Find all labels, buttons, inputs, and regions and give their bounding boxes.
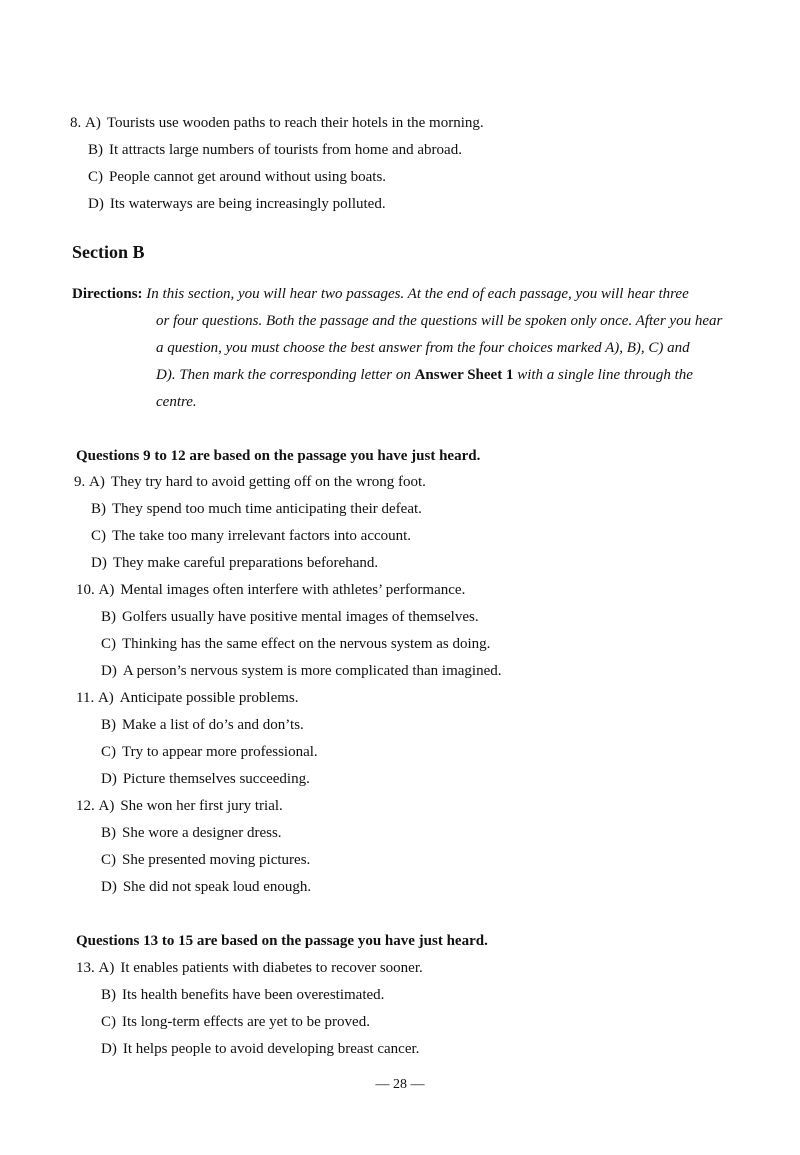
option-letter: C) [101, 744, 116, 760]
q11-option-d [101, 769, 310, 789]
q10-option-b [101, 607, 479, 627]
question-number: 13. [76, 960, 95, 976]
directions-line-4 [156, 365, 693, 385]
option-text: She wore a designer dress. [122, 825, 282, 841]
q9-option-b [91, 499, 422, 519]
option-text: Anticipate possible problems. [119, 690, 299, 706]
q13-option-b [101, 985, 384, 1005]
option-letter: D) [88, 196, 104, 212]
option-text: It enables patients with diabetes to recover sooner. [120, 960, 423, 976]
option-letter: A) [85, 115, 101, 131]
directions-text: with a single line through the [513, 367, 693, 383]
q13-option-a [76, 958, 423, 978]
page-number: — 28 — [375, 1077, 425, 1092]
option-text: Make a list of do’s and don’ts. [122, 717, 304, 733]
option-letter: A) [97, 690, 114, 706]
option-letter: C) [101, 1014, 116, 1030]
directions-line-3: a question, you must choose the best answer from the four choices marked A), B), C) and [156, 340, 690, 356]
question-number: 10. [76, 582, 95, 598]
question-number: 8. [70, 115, 82, 131]
option-text: Picture themselves succeeding. [122, 771, 310, 787]
option-text: Its health benefits have been overestimated. [122, 987, 385, 1003]
q8-option-b [88, 140, 462, 160]
option-letter: D) [91, 555, 107, 571]
q8-option-a [70, 113, 484, 133]
option-text: She presented moving pictures. [122, 852, 311, 868]
option-letter: D) [101, 1041, 117, 1057]
directions-line-2: or four questions. Both the passage and the questions will be spoken only once. After you hear [156, 313, 723, 329]
option-text: She won her first jury trial. [120, 798, 283, 814]
option-letter: C) [101, 852, 116, 868]
option-letter: A) [89, 474, 105, 490]
q10-option-c [101, 634, 490, 654]
option-text: They spend too much time anticipating their defeat. [112, 501, 422, 517]
option-text: Its waterways are being increasingly polluted. [109, 196, 386, 212]
directions-text: In this section, you will hear two passages. At the end of each passage, you will hear three [146, 286, 689, 302]
directions-line-1 [72, 284, 689, 304]
q9-option-d [91, 553, 378, 573]
option-letter: B) [101, 825, 116, 841]
option-text: Its long-term effects are yet to be proved. [122, 1014, 370, 1030]
q11-option-a [76, 688, 299, 708]
question-number: 9. [74, 474, 86, 490]
q12-option-c [101, 850, 310, 870]
option-text: They make careful preparations beforehand. [112, 555, 379, 571]
option-letter: B) [101, 609, 116, 625]
directions-line-5: centre. [156, 394, 197, 410]
option-text: Tourists use wooden paths to reach their hotels in the morning. [106, 115, 484, 131]
option-letter: B) [91, 501, 106, 517]
q12-option-b [101, 823, 282, 843]
answer-sheet-reference: Answer Sheet 1 [414, 367, 514, 383]
q11-option-b [101, 715, 304, 735]
q12-option-a [76, 796, 283, 816]
option-letter: A) [98, 798, 115, 814]
option-text: Mental images often interfere with athletes’ performance. [120, 582, 466, 598]
option-text: It attracts large numbers of tourists from home and abroad. [109, 142, 462, 158]
option-text: She did not speak loud enough. [122, 879, 312, 895]
option-text: People cannot get around without using boats. [109, 169, 387, 185]
option-letter: C) [101, 636, 116, 652]
option-letter: B) [101, 717, 116, 733]
option-letter: B) [101, 987, 116, 1003]
q8-option-c [88, 167, 386, 187]
option-letter: A) [98, 960, 115, 976]
option-text: Golfers usually have positive mental images of themselves. [122, 609, 479, 625]
option-letter: C) [91, 528, 106, 544]
option-letter: A) [98, 582, 115, 598]
q8-option-d [88, 194, 386, 214]
section-title: Section B [72, 242, 145, 262]
directions-text: D). Then mark the corresponding letter on [156, 367, 415, 383]
option-letter: C) [88, 169, 103, 185]
q13-option-c [101, 1012, 370, 1032]
question-number: 11. [76, 690, 95, 706]
directions-label: Directions: [72, 286, 143, 302]
option-text: A person’s nervous system is more complicated than imagined. [122, 663, 502, 679]
option-text: Try to appear more professional. [122, 744, 318, 760]
option-letter: B) [88, 142, 103, 158]
q12-option-d [101, 877, 311, 897]
group-heading-13-15: Questions 13 to 15 are based on the passage you have just heard. [76, 933, 488, 949]
option-letter: D) [101, 663, 117, 679]
option-text: Thinking has the same effect on the nervous system as doing. [122, 636, 491, 652]
group-heading-9-12: Questions 9 to 12 are based on the passage you have just heard. [76, 448, 481, 464]
option-letter: D) [101, 879, 117, 895]
q13-option-d [101, 1039, 419, 1059]
q10-option-a [76, 580, 465, 600]
option-text: They try hard to avoid getting off on the wrong foot. [110, 474, 426, 490]
option-text: It helps people to avoid developing breast cancer. [122, 1041, 420, 1057]
option-letter: D) [101, 771, 117, 787]
q9-option-a [74, 472, 426, 492]
q11-option-c [101, 742, 318, 762]
q9-option-c [91, 526, 411, 546]
q10-option-d [101, 661, 502, 681]
option-text: The take too many irrelevant factors into account. [112, 528, 412, 544]
question-number: 12. [76, 798, 95, 814]
